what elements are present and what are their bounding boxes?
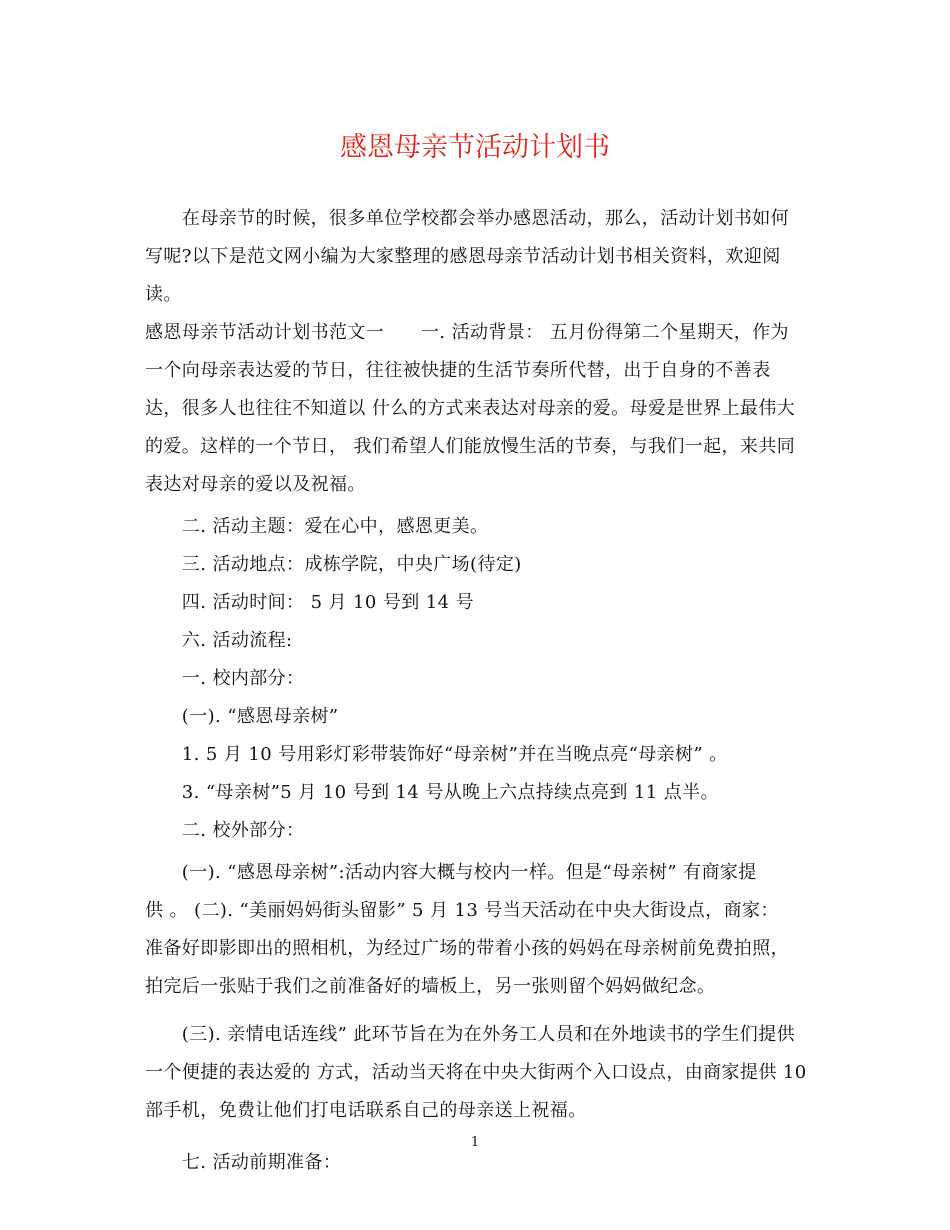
paragraph-line: 三. 活动地点：成栋学院，中央广场(待定) <box>145 554 522 575</box>
paragraph-line: 3. “母亲树”5 月 10 号到 14 号从晚上六点持续点亮到 11 点半。 <box>145 782 719 803</box>
paragraph-line: 感恩母亲节活动计划书范文一 一. 活动背景： 五月份得第二个星期天，作为 <box>145 322 789 343</box>
paragraph-line: 供 。 (二). “美丽妈妈街头留影” 5 月 13 号当天活动在中央大街设点，商家： <box>145 900 779 921</box>
paragraph-line: 一个便捷的表达爱的 方式，活动当天将在中央大街两个入口设点，由商家提供 10 <box>145 1062 807 1083</box>
paragraph-line: 一个向母亲表达爱的节日，往往被快捷的生活节奏所代替，出于自身的不善表 <box>145 360 771 381</box>
document-body <box>145 200 810 1182</box>
paragraph-line: 准备好即影即出的照相机，为经过广场的带着小孩的妈妈在母亲树前免费拍照， <box>145 938 789 959</box>
paragraph-line: 拍完后一张贴于我们之前准备好的墙板上，另一张则留个妈妈做纪念。 <box>145 976 716 997</box>
paragraph-line: (一). “感恩母亲树”:活动内容大概与校内一样。但是“母亲树” 有商家提 <box>145 862 757 883</box>
paragraph-line: 二. 校外部分： <box>145 820 305 841</box>
page-number: 1 <box>470 1135 480 1150</box>
paragraph-line: 读。 <box>145 284 182 305</box>
paragraph-line: 四. 活动时间： 5 月 10 号到 14 号 <box>145 592 475 613</box>
paragraph-line: 达，很多人也往往不知道以 什么的方式来表达对母亲的爱。母爱是世界上最伟大 <box>145 398 796 419</box>
paragraph-line: 部手机，免费让他们打电话联系自己的母亲送上祝福。 <box>145 1100 587 1121</box>
paragraph-line: (一). “感恩母亲树” <box>145 706 339 727</box>
paragraph-line: 在母亲节的时候，很多单位学校都会举办感恩活动，那么，活动计划书如何 <box>145 208 789 229</box>
paragraph-line: 二. 活动主题：爱在心中，感恩更美。 <box>145 516 489 537</box>
paragraph-line: 七. 活动前期准备： <box>145 1152 342 1173</box>
document-title: 感恩母亲节活动计划书 <box>340 132 610 163</box>
paragraph-line: 1. 5 月 10 号用彩灯彩带装饰好“母亲树”并在当晚点亮“母亲树” 。 <box>145 744 728 765</box>
paragraph-line: (三). 亲情电话连线” 此环节旨在为在外务工人员和在外地读书的学生们提供 <box>145 1024 796 1045</box>
paragraph-line: 六. 活动流程: <box>145 630 293 651</box>
paragraph-line: 的爱。这样的一个节日， 我们希望人们能放慢生活的节奏，与我们一起，来共同 <box>145 436 796 457</box>
paragraph-line: 表达对母亲的爱以及祝福。 <box>145 474 366 495</box>
paragraph-line: 一. 校内部分： <box>145 668 305 689</box>
paragraph-line: 写呢?以下是范文网小编为大家整理的感恩母亲节活动计划书相关资料，欢迎阅 <box>145 246 781 267</box>
